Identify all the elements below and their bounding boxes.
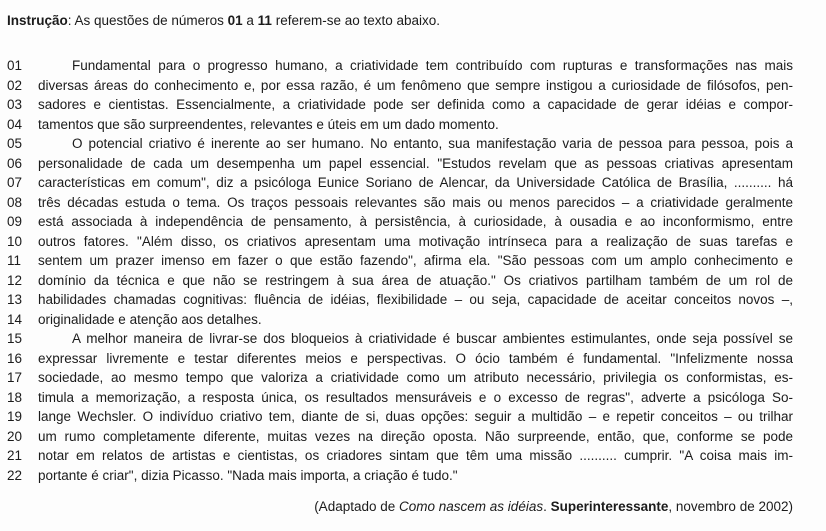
line-text: diversas áreas do conhecimento e, por essa razão, é um fenômeno que sempre instigou a curiosidade de filósofos, pen- <box>38 77 793 93</box>
line-number: 20 <box>7 428 23 444</box>
source-title: Como nascem as idéias <box>399 499 544 514</box>
line-number: 12 <box>7 272 23 288</box>
line-text: está associada à independência de pensamento, à persistência, à curiosidade, à ousadia e ao inconformismo, entre <box>38 214 793 229</box>
line-text: sadores e cientistas. Essencialmente, a criatividade pode ser definida como a capacidade de gerar idéias e compor- <box>38 97 793 112</box>
line-text: expressar livremente e testar diferentes meios e perspectivas. O ócio também é fundamental. "Infelizmente nossa <box>38 350 793 366</box>
line-text: características em comum", diz a psicóloga Eunice Soriano de Alencar, da Universidade Católica de Brasília, .......... há <box>38 175 793 190</box>
line-text: domínio da técnica e que não se restringem à sua área de atuação." Os criativos partilham também de um rol de <box>38 272 793 288</box>
source-suffix: , novembro de 2002) <box>668 499 793 514</box>
line-text: A melhor maneira de livrar-se dos bloqueios à criatividade é buscar ambientes estimulantes, onde seja possível se <box>72 331 793 346</box>
text-line <box>7 349 793 369</box>
text-line <box>7 212 793 232</box>
text-line <box>7 290 793 310</box>
line-number: 15 <box>7 331 23 346</box>
source-separator: . <box>543 499 551 514</box>
line-text: personalidade de cada um desempenha um papel essencial. "Estudos revelam que as pessoas criativas apresentam <box>38 155 793 171</box>
text-line <box>7 115 793 135</box>
line-number: 18 <box>7 389 23 405</box>
line-number: 05 <box>7 136 23 151</box>
instruction-question-end: 11 <box>257 13 272 28</box>
line-number: 03 <box>7 97 23 112</box>
line-number: 11 <box>7 253 22 268</box>
instruction-connector: a <box>242 13 258 28</box>
line-number: 21 <box>7 448 23 463</box>
instruction-label: Instrução <box>7 13 68 28</box>
line-text: originalidade e atenção aos detalhes. <box>38 311 262 327</box>
text-line <box>7 329 793 349</box>
line-text: três décadas estuda o tema. Os traços pessoais relevantes são mais ou menos parecidos – a criatividade geralmente <box>38 194 793 210</box>
line-number: 16 <box>7 350 23 366</box>
line-number: 01 <box>7 58 23 73</box>
line-text: timula a memorização, a resposta única, os resultados mensuráveis e o excesso de regras", adverte a psicóloga So- <box>38 389 793 405</box>
source-prefix: (Adaptado de <box>314 499 400 514</box>
text-line <box>7 251 793 271</box>
line-number: 14 <box>7 311 23 327</box>
numbered-text-block <box>7 56 793 485</box>
instruction-question-start: 01 <box>227 13 243 28</box>
text-line <box>7 56 793 76</box>
text-line <box>7 466 793 486</box>
line-number: 06 <box>7 155 23 171</box>
text-line <box>7 310 793 330</box>
text-line <box>7 173 793 193</box>
line-number: 07 <box>7 175 23 190</box>
text-line <box>7 407 793 427</box>
line-text: sociedade, ao mesmo tempo que valoriza a criatividade como um atributo necessário, privilegia os conformistas, es- <box>38 370 793 385</box>
line-text: O potencial criativo é inerente ao ser humano. No entanto, sua manifestação varia de pessoa para pessoa, pois a <box>72 136 793 151</box>
line-number: 10 <box>7 233 23 249</box>
instruction-rest: referem-se ao texto abaixo. <box>271 13 441 28</box>
text-line <box>7 427 793 447</box>
line-text: habilidades chamadas cognitivas: fluência de idéias, flexibilidade – ou seja, capacidade de aceitar conceitos novos –, <box>38 292 793 307</box>
text-line <box>7 95 793 115</box>
line-text: portante é criar", dizia Picasso. "Nada mais importa, a criação é tudo." <box>38 467 458 483</box>
line-text: tamentos que são surpreendentes, relevantes e úteis em um dado momento. <box>38 116 499 132</box>
text-line <box>7 368 793 388</box>
text-line <box>7 388 793 408</box>
text-line <box>7 232 793 252</box>
line-number: 17 <box>7 370 23 385</box>
line-text: notar em relatos de artistas e cientistas, os criadores sintam que têm uma missão .......... cumprir. "A coisa mais im- <box>38 448 793 463</box>
line-text: um rumo completamente diferente, muitas vezes na direção oposta. Não surpreende, então, que, conforme se pode <box>38 428 793 444</box>
line-text: lange Wechsler. O indivíduo criativo tem, diante de si, duas opções: seguir a multidão – e repetir conceitos – ou trilhar <box>38 409 793 424</box>
text-line <box>7 193 793 213</box>
text-line <box>7 154 793 174</box>
line-number: 02 <box>7 77 23 93</box>
instruction-text: : As questões de números <box>67 13 228 28</box>
line-text: sentem um prazer imenso em fazer o que estão fazendo", afirma ela. "São pessoas com um amplo conhecimento e <box>38 253 793 268</box>
line-number: 08 <box>7 194 23 210</box>
line-number: 13 <box>7 292 23 307</box>
text-line <box>7 76 793 96</box>
line-number: 19 <box>7 409 23 424</box>
text-line <box>7 134 793 154</box>
line-text: Fundamental para o progresso humano, a criatividade tem contribuído com rupturas e transformações nas mais <box>72 58 793 73</box>
line-number: 04 <box>7 116 23 132</box>
line-number: 22 <box>7 467 23 483</box>
line-text: outros fatores. "Além disso, os criativos apresentam uma motivação intrínseca para a realização de suas tarefas e <box>38 233 793 249</box>
text-line <box>7 446 793 466</box>
instruction-line <box>7 12 793 29</box>
source-citation <box>7 498 793 515</box>
line-number: 09 <box>7 214 23 229</box>
text-line <box>7 271 793 291</box>
source-magazine: Superinteressante <box>550 499 669 514</box>
